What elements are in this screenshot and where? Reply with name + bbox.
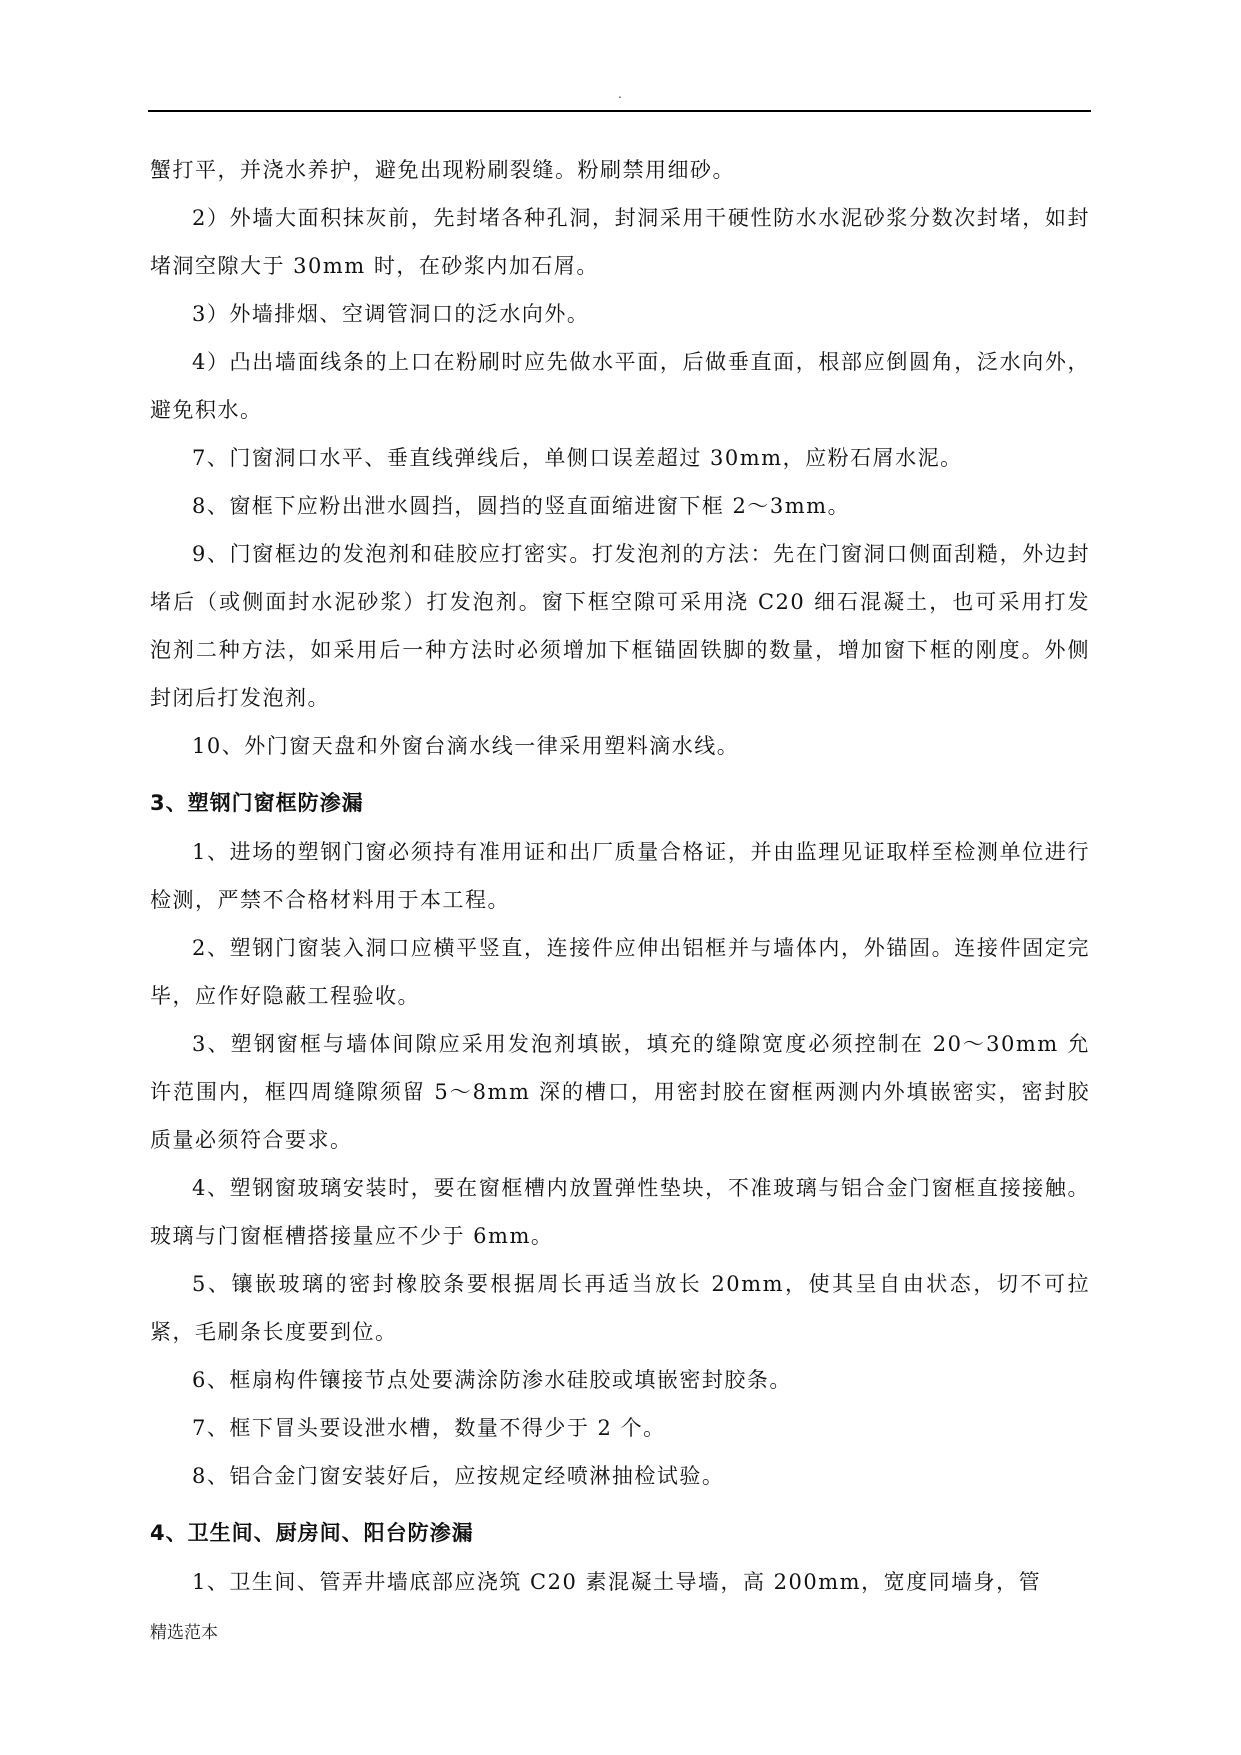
paragraph: 1、进场的塑钢门窗必须持有准用证和出厂质量合格证，并由监理见证取样至检测单位进行检测，严禁不合格材料用于本工程。 xyxy=(150,840,1090,912)
paragraph: 3、塑钢窗框与墙体间隙应采用发泡剂填嵌，填充的缝隙宽度必须控制在 20～30mm 允许范围内，框四周缝隙须留 5～8mm 深的槽口，用密封胶在窗框两测内外填嵌密实，密封胶质量必须符合要求。 xyxy=(150,1032,1090,1152)
paragraph: 7、框下冒头要设泄水槽，数量不得少于 2 个。 xyxy=(192,1416,666,1440)
header-dot: . xyxy=(618,87,622,101)
paragraph: 8、窗框下应粉出泄水圆挡，圆挡的竖直面缩进窗下框 2～3mm。 xyxy=(192,494,851,518)
header-rule xyxy=(148,110,1091,112)
paragraph: 4、塑钢窗玻璃安装时，要在窗框槽内放置弹性垫块，不准玻璃与铝合金门窗框直接接触。玻璃与门窗框槽搭接量应不少于 6mm。 xyxy=(150,1176,1090,1248)
paragraph: 1、卫生间、管弄井墙底部应浇筑 C20 素混凝土导墙，高 200mm，宽度同墙身，管 xyxy=(192,1570,1042,1594)
paragraph: 10、外门窗天盘和外窗台滴水线一律采用塑料滴水线。 xyxy=(192,734,740,758)
paragraph: 8、铝合金门窗安装好后，应按规定经喷淋抽检试验。 xyxy=(192,1464,725,1488)
paragraph: 4）凸出墙面线条的上口在粉刷时应先做水平面，后做垂直面，根部应倒圆角，泛水向外，避免积水。 xyxy=(150,350,1090,422)
section-heading: 3、塑钢门窗框防渗漏 xyxy=(150,791,364,815)
paragraph: 蟹打平，并浇水养护，避免出现粉刷裂缝。粉刷禁用细砂。 xyxy=(150,158,735,182)
footer-text: 精选范本 xyxy=(150,1623,218,1643)
paragraph: 9、门窗框边的发泡剂和硅胶应打密实。打发泡剂的方法：先在门窗洞口侧面刮糙，外边封堵后（或侧面封水泥砂浆）打发泡剂。窗下框空隙可采用浇 C20 细石混凝土，也可采用打发泡剂二种方法，如采用后一种方法时必须增加下框锚固铁脚的数量，增加窗下框的刚度。外侧封闭后打发泡剂。 xyxy=(150,542,1090,710)
paragraph: 6、框扇构件镶接节点处要满涂防渗水硅胶或填嵌密封胶条。 xyxy=(192,1368,792,1392)
paragraph: 2）外墙大面积抹灰前，先封堵各种孔洞，封洞采用干硬性防水水泥砂浆分数次封堵，如封堵洞空隙大于 30mm 时，在砂浆内加石屑。 xyxy=(150,206,1090,278)
paragraph: 5、镶嵌玻璃的密封橡胶条要根据周长再适当放长 20mm，使其呈自由状态，切不可拉紧，毛刷条长度要到位。 xyxy=(150,1272,1090,1344)
paragraph: 7、门窗洞口水平、垂直线弹线后，单侧口误差超过 30mm，应粉石屑水泥。 xyxy=(192,446,963,470)
document-body xyxy=(150,146,1090,1606)
paragraph: 3）外墙排烟、空调管洞口的泛水向外。 xyxy=(192,302,590,326)
paragraph: 2、塑钢门窗装入洞口应横平竖直，连接件应伸出铝框并与墙体内，外锚固。连接件固定完毕，应作好隐蔽工程验收。 xyxy=(150,936,1090,1008)
section-heading: 4、卫生间、厨房间、阳台防渗漏 xyxy=(150,1521,474,1545)
